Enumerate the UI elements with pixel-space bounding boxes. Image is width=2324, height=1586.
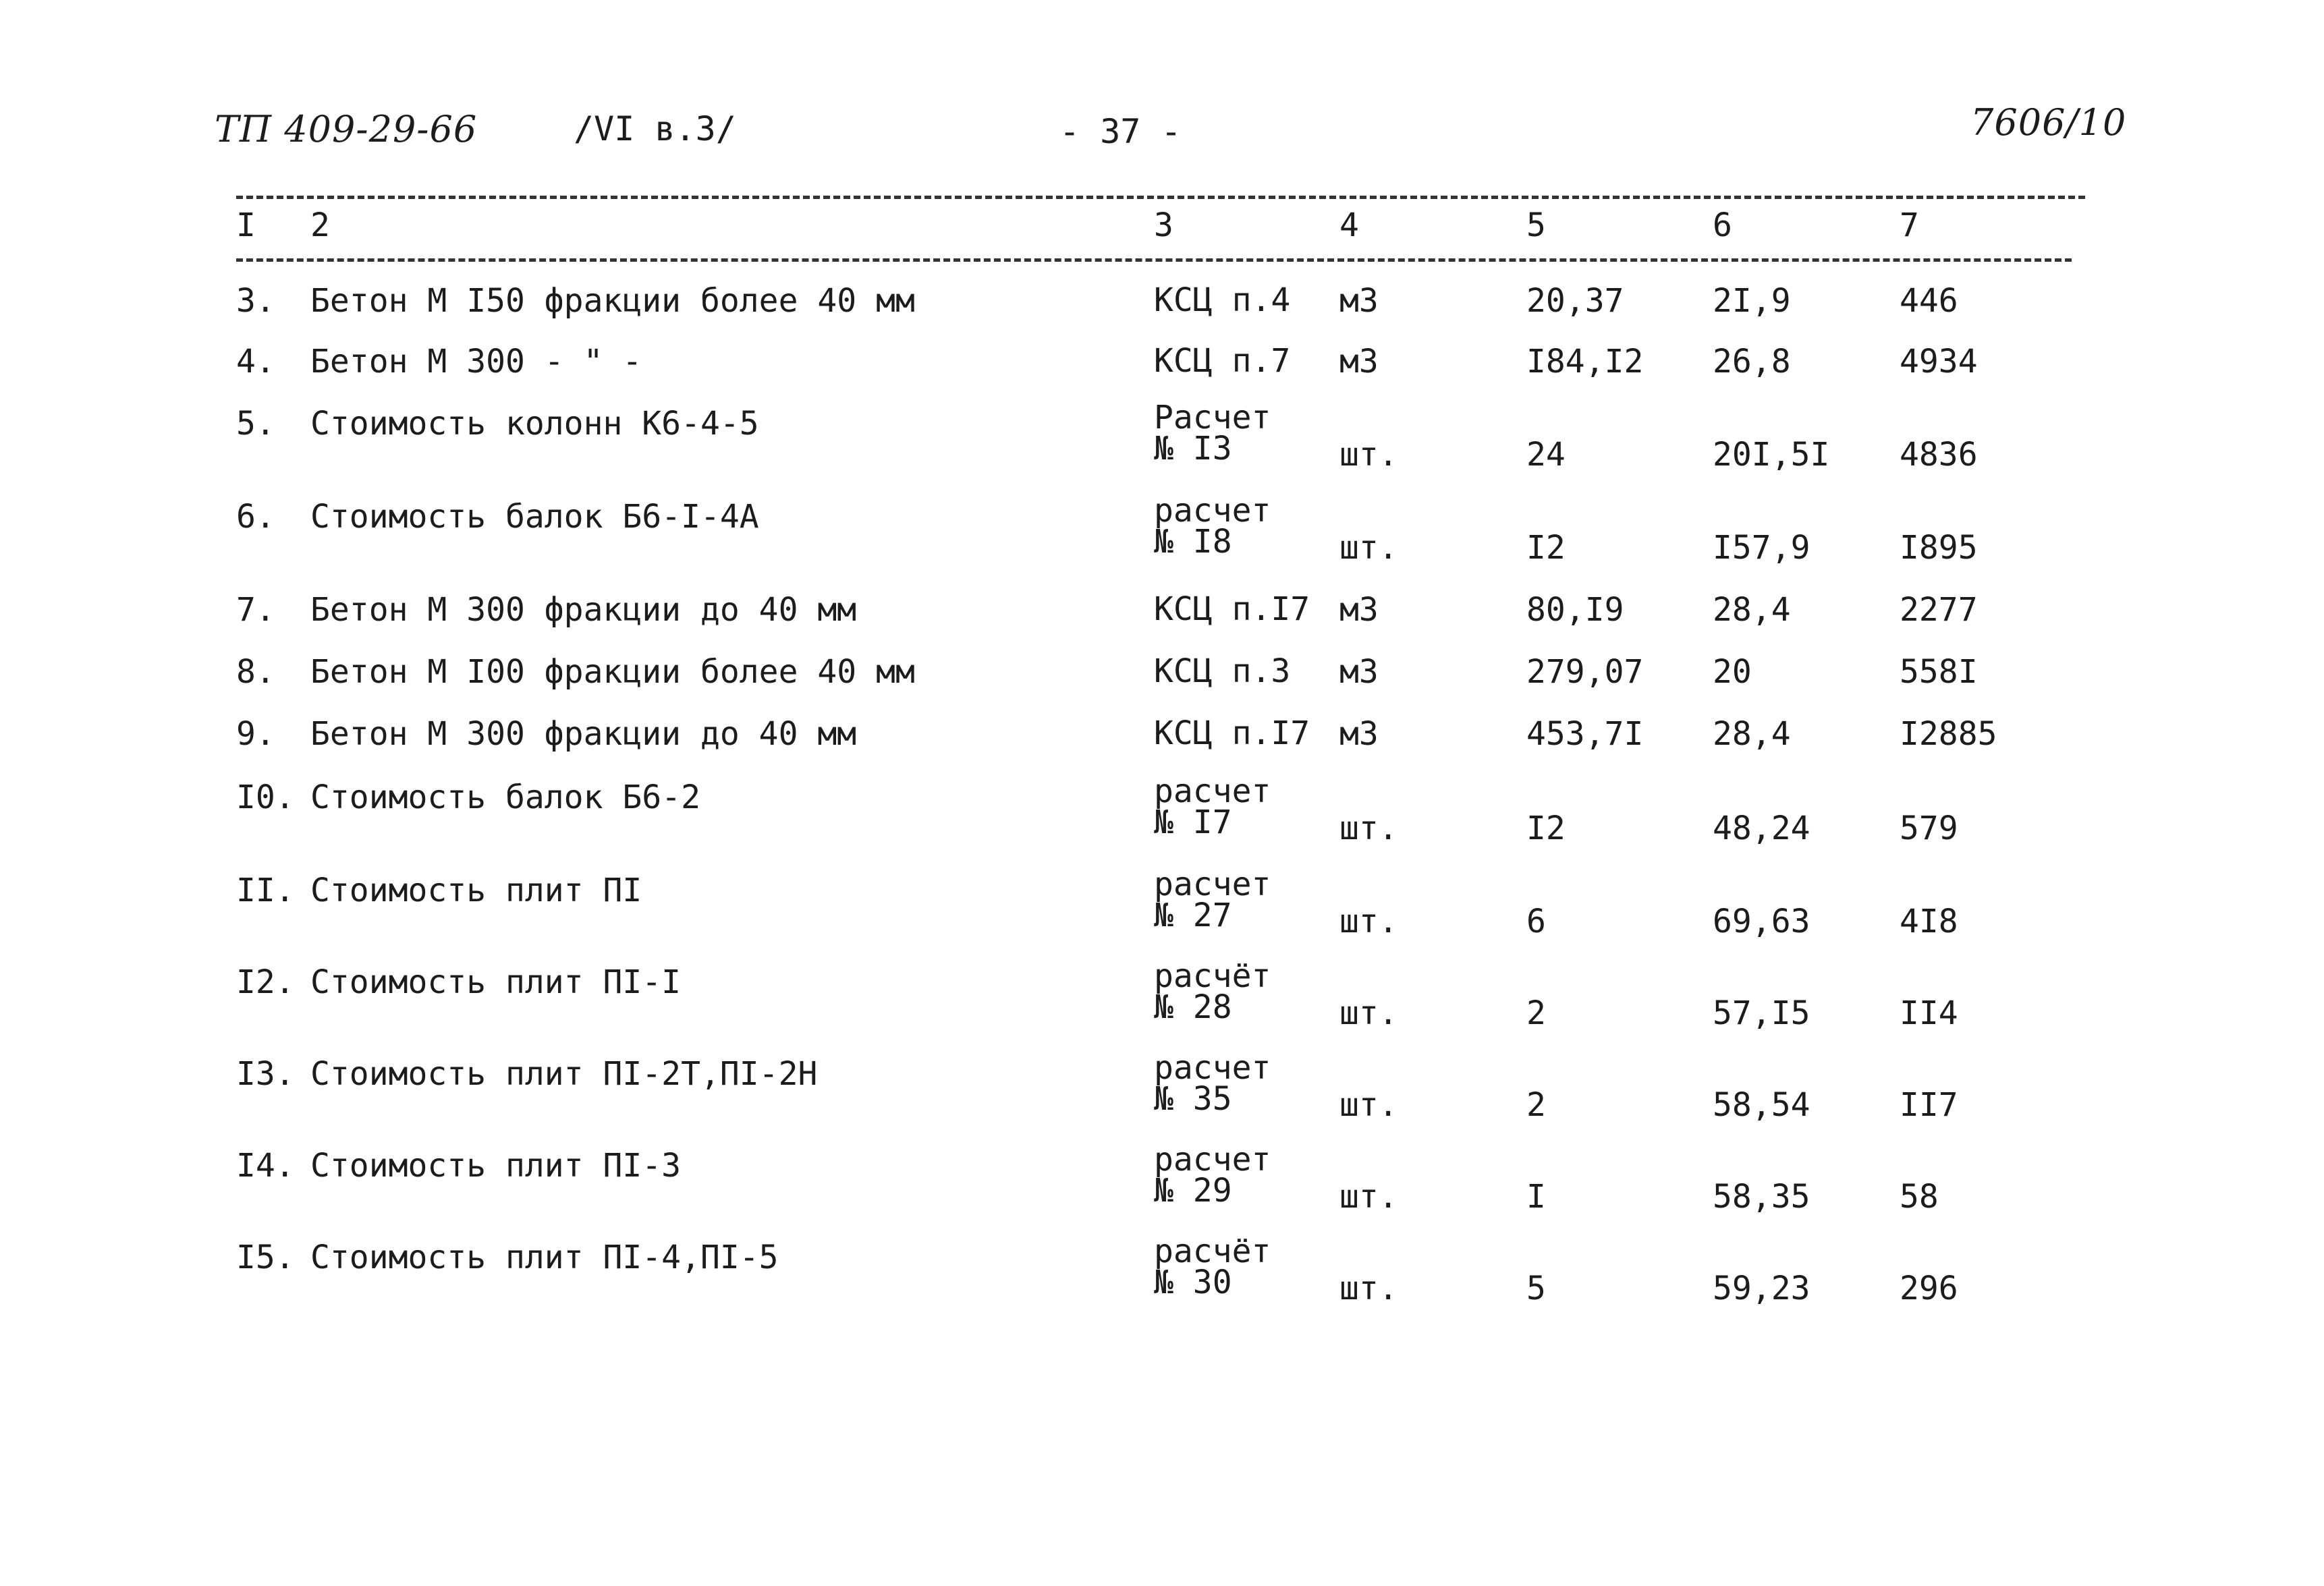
reference-source: КСЦ п.I7 bbox=[1154, 714, 1310, 752]
unit: м3 bbox=[1339, 653, 1379, 691]
unit: шт. bbox=[1339, 994, 1398, 1032]
total-cost: 4934 bbox=[1900, 343, 1978, 380]
row-number: 8. bbox=[236, 653, 275, 691]
total-cost: 558I bbox=[1900, 653, 1978, 691]
reference-number: № 28 bbox=[1154, 988, 1232, 1026]
item-name: Бетон М I00 фракции более 40 мм bbox=[310, 653, 915, 691]
reference-source: КСЦ п.7 bbox=[1154, 342, 1291, 380]
reference-number: № I8 bbox=[1154, 523, 1232, 561]
document-code: ТП 409-29-66 bbox=[215, 108, 478, 150]
unit-price: 26,8 bbox=[1713, 343, 1791, 380]
total-cost: 579 bbox=[1900, 810, 1958, 847]
unit-price: 2I,9 bbox=[1713, 282, 1791, 320]
reference-source: расчет bbox=[1154, 1049, 1271, 1087]
unit: шт. bbox=[1339, 1178, 1398, 1216]
reference-source: расчет bbox=[1154, 772, 1271, 810]
quantity: 279,07 bbox=[1526, 653, 1644, 691]
unit: м3 bbox=[1339, 715, 1379, 753]
item-name: Бетон М 300 фракции до 40 мм bbox=[310, 591, 857, 629]
unit-price: I57,9 bbox=[1713, 529, 1810, 567]
total-cost: II7 bbox=[1900, 1086, 1958, 1124]
unit-price: 20 bbox=[1713, 653, 1752, 691]
total-cost: II4 bbox=[1900, 994, 1958, 1032]
table-top-rule bbox=[236, 196, 2085, 199]
unit: м3 bbox=[1339, 591, 1379, 629]
unit: м3 bbox=[1339, 343, 1379, 380]
item-name: Стоимость балок Б6-2 bbox=[310, 778, 700, 816]
quantity: I bbox=[1526, 1178, 1546, 1216]
total-cost: 58 bbox=[1900, 1178, 1939, 1216]
total-cost: I895 bbox=[1900, 529, 1978, 567]
row-number: 5. bbox=[236, 405, 275, 443]
reference-source: КСЦ п.4 bbox=[1154, 281, 1291, 319]
reference-number: № 27 bbox=[1154, 897, 1232, 934]
quantity: 5 bbox=[1526, 1270, 1546, 1307]
reference-number: № 35 bbox=[1154, 1080, 1232, 1118]
reference-cell bbox=[1154, 866, 1271, 934]
unit: шт. bbox=[1339, 810, 1398, 847]
quantity: 453,7I bbox=[1526, 715, 1644, 753]
reference-source: расчет bbox=[1154, 1141, 1271, 1179]
quantity: 20,37 bbox=[1526, 282, 1624, 320]
item-name: Стоимость плит ПI-2Т,ПI-2Н bbox=[310, 1055, 818, 1093]
total-cost: 446 bbox=[1900, 282, 1958, 320]
item-name: Стоимость плит ПI-I bbox=[310, 963, 682, 1001]
unit: шт. bbox=[1339, 436, 1398, 474]
unit-price: 69,63 bbox=[1713, 903, 1810, 940]
column-header: 4 bbox=[1339, 206, 1359, 244]
item-name: Стоимость плит ПI-4,ПI-5 bbox=[310, 1239, 779, 1276]
reference-number: № 30 bbox=[1154, 1264, 1232, 1301]
row-number: 6. bbox=[236, 498, 275, 536]
unit-price: 28,4 bbox=[1713, 591, 1791, 629]
unit-price: 57,I5 bbox=[1713, 994, 1810, 1032]
item-name: Стоимость колонн К6-4-5 bbox=[310, 405, 759, 443]
reference-source: КСЦ п.I7 bbox=[1154, 590, 1310, 628]
row-number: II. bbox=[236, 872, 295, 909]
quantity: I2 bbox=[1526, 529, 1566, 567]
unit: шт. bbox=[1339, 903, 1398, 940]
reference-cell bbox=[1154, 342, 1291, 380]
unit: шт. bbox=[1339, 529, 1398, 567]
item-name: Бетон М I50 фракции более 40 мм bbox=[310, 282, 915, 320]
item-name: Стоимость плит ПI-3 bbox=[310, 1147, 682, 1185]
quantity: 80,I9 bbox=[1526, 591, 1624, 629]
reference-source: расчет bbox=[1154, 492, 1271, 530]
document-id: 7606/10 bbox=[1970, 101, 2127, 144]
reference-number: № 29 bbox=[1154, 1172, 1232, 1210]
quantity: 6 bbox=[1526, 903, 1546, 940]
row-number: 9. bbox=[236, 715, 275, 753]
unit-price: 48,24 bbox=[1713, 810, 1810, 847]
total-cost: 2277 bbox=[1900, 591, 1978, 629]
column-header: 7 bbox=[1900, 206, 1919, 244]
unit-price: 58,54 bbox=[1713, 1086, 1810, 1124]
unit-price: 58,35 bbox=[1713, 1178, 1810, 1216]
reference-number: № I3 bbox=[1154, 430, 1232, 468]
total-cost: I2885 bbox=[1900, 715, 1997, 753]
reference-cell bbox=[1154, 652, 1291, 690]
unit-price: 20I,5I bbox=[1713, 436, 1830, 474]
reference-number: № I7 bbox=[1154, 803, 1232, 841]
reference-source: расчёт bbox=[1154, 957, 1271, 995]
reference-source: расчет bbox=[1154, 866, 1271, 903]
total-cost: 296 bbox=[1900, 1270, 1958, 1307]
row-number: I3. bbox=[236, 1055, 295, 1093]
column-header: 6 bbox=[1713, 206, 1732, 244]
column-header: 3 bbox=[1154, 206, 1173, 244]
row-number: I5. bbox=[236, 1239, 295, 1276]
row-number: I0. bbox=[236, 778, 295, 816]
quantity: I2 bbox=[1526, 810, 1566, 847]
row-number: 3. bbox=[236, 282, 275, 320]
reference-cell bbox=[1154, 399, 1271, 468]
reference-cell bbox=[1154, 590, 1310, 628]
quantity: 24 bbox=[1526, 436, 1566, 474]
item-name: Бетон М 300 фракции до 40 мм bbox=[310, 715, 857, 753]
quantity: 2 bbox=[1526, 1086, 1546, 1124]
reference-cell bbox=[1154, 492, 1271, 561]
row-number: 7. bbox=[236, 591, 275, 629]
column-header: 5 bbox=[1526, 206, 1546, 244]
reference-cell bbox=[1154, 1049, 1271, 1118]
reference-cell bbox=[1154, 772, 1271, 841]
reference-cell bbox=[1154, 281, 1291, 319]
row-number: I2. bbox=[236, 963, 295, 1001]
reference-cell bbox=[1154, 957, 1271, 1026]
item-name: Стоимость плит ПI bbox=[310, 872, 642, 909]
total-cost: 4I8 bbox=[1900, 903, 1958, 940]
reference-cell bbox=[1154, 1141, 1271, 1210]
item-name: Стоимость балок Б6-I-4А bbox=[310, 498, 759, 536]
column-header: I bbox=[236, 206, 256, 244]
column-header: 2 bbox=[310, 206, 330, 244]
reference-source: Расчет bbox=[1154, 399, 1271, 436]
reference-cell bbox=[1154, 714, 1310, 752]
row-number: 4. bbox=[236, 343, 275, 380]
total-cost: 4836 bbox=[1900, 436, 1978, 474]
volume-label: /VI в.3/ bbox=[574, 109, 736, 148]
unit-price: 28,4 bbox=[1713, 715, 1791, 753]
quantity: 2 bbox=[1526, 994, 1546, 1032]
item-name: Бетон М 300 - " - bbox=[310, 343, 642, 380]
row-number: I4. bbox=[236, 1147, 295, 1185]
table-header-rule bbox=[236, 258, 2072, 262]
unit: шт. bbox=[1339, 1086, 1398, 1124]
page-number: - 37 - bbox=[1059, 112, 1182, 151]
reference-cell bbox=[1154, 1233, 1271, 1301]
unit: шт. bbox=[1339, 1270, 1398, 1307]
unit: м3 bbox=[1339, 282, 1379, 320]
quantity: I84,I2 bbox=[1526, 343, 1644, 380]
reference-source: КСЦ п.3 bbox=[1154, 652, 1291, 690]
unit-price: 59,23 bbox=[1713, 1270, 1810, 1307]
reference-source: расчёт bbox=[1154, 1233, 1271, 1270]
